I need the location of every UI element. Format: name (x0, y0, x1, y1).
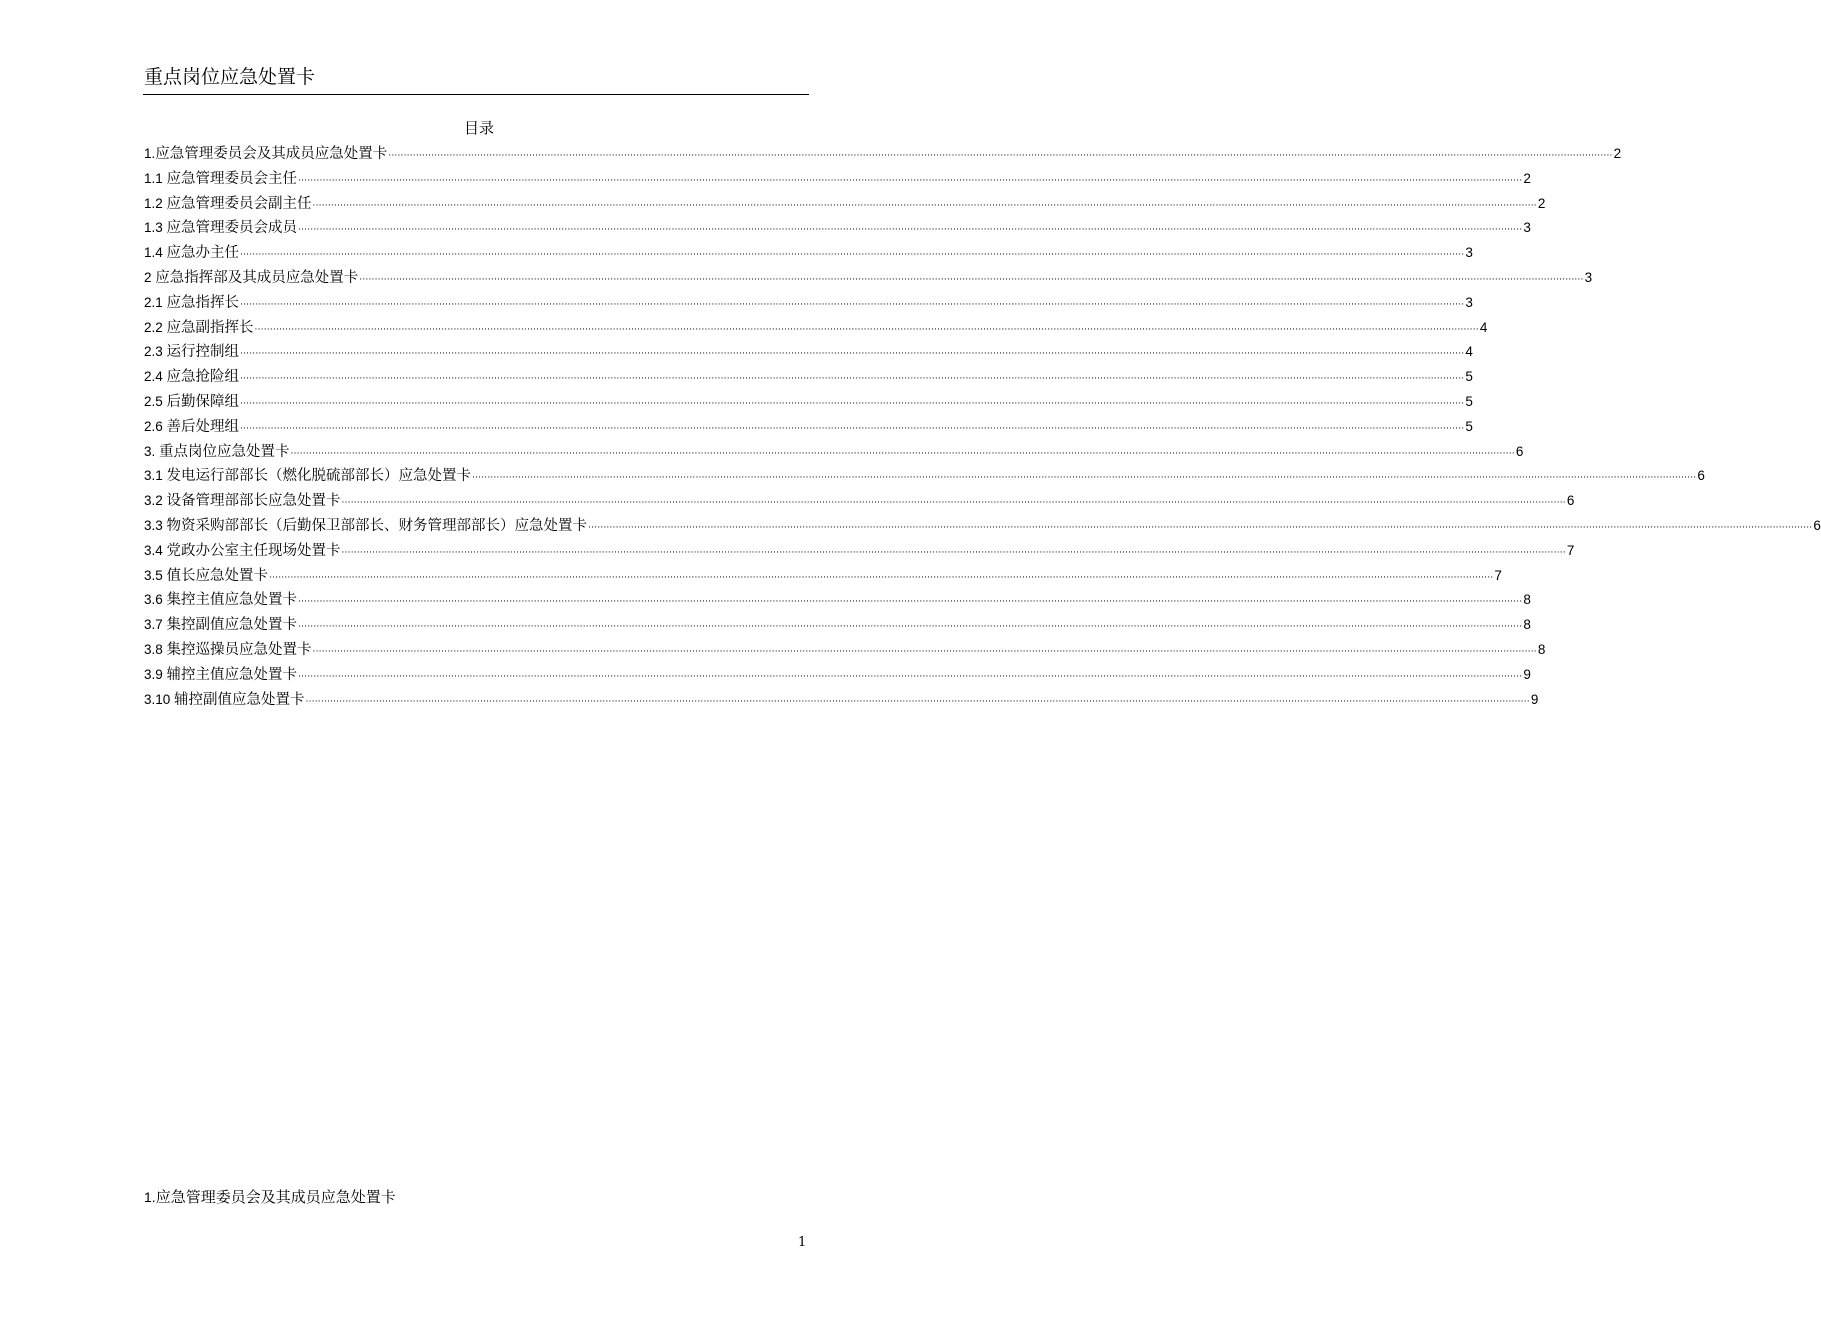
toc-entry-line (144, 539, 1575, 566)
toc-entry-page: 2 (1537, 195, 1546, 211)
toc-entry[interactable] (144, 440, 1524, 465)
toc-entry-line (144, 440, 1524, 467)
toc-entry-number: 1.4 (144, 245, 167, 261)
toc-entry-label (144, 266, 358, 291)
toc-entry[interactable] (144, 365, 1473, 390)
toc-entry-label (144, 564, 268, 589)
toc-entry-label (144, 316, 254, 341)
toc-entry-number: 3.3 (144, 517, 167, 533)
toc-entry-label (144, 688, 305, 713)
toc-leader-dots: ················································································································································································································································································································································································································ (298, 622, 1523, 633)
toc-entry-label (144, 663, 297, 688)
toc-entry[interactable] (144, 663, 1531, 688)
toc-entry[interactable] (144, 316, 1488, 341)
section-heading (144, 1186, 396, 1208)
toc-entry-line (144, 390, 1473, 417)
toc-entry-page: 5 (1465, 393, 1473, 409)
toc-entry[interactable] (144, 514, 1821, 539)
toc-entry-label (144, 613, 297, 638)
toc-entry-label (144, 192, 312, 217)
toc-entry-title: 物资采购部部长（后勤保卫部部长、财务管理部部长）应急处置卡 (166, 517, 588, 534)
toc-entry-page: 8 (1523, 617, 1531, 633)
toc-entry-line (144, 142, 1622, 169)
toc-entry-number: 3.4 (144, 542, 167, 558)
toc-entry-page: 2 (1523, 170, 1531, 186)
toc-entry-number: 2.2 (144, 319, 167, 335)
toc-entry-title: 辅控副值应急处置卡 (174, 691, 305, 708)
toc-leader-dots: ················································································································································································································································································································································································································ (240, 250, 1465, 261)
toc-entry-line (144, 688, 1539, 715)
toc-entry-title: 发电运行部部长（燃化脱硫部部长）应急处置卡 (166, 468, 472, 485)
toc-entry-page: 5 (1465, 369, 1473, 385)
toc-entry-title: 应急抢险组 (166, 369, 240, 386)
toc-leader-dots: ················································································································································································································································································································································································································ (298, 597, 1523, 608)
toc-entry-line (144, 340, 1473, 367)
toc-leader-dots: ················································································································································································································································································································································································································ (312, 200, 1537, 211)
toc-entry-number: 2 (144, 269, 156, 285)
toc-entry[interactable] (144, 464, 1705, 489)
toc-entry-label (144, 365, 239, 390)
toc-entry-label (144, 415, 239, 440)
toc-entry-label (144, 440, 290, 465)
toc-entry-number: 3.1 (144, 468, 167, 484)
toc-entry-number: 3.8 (144, 641, 167, 657)
toc-entry-title: 集控主值应急处置卡 (166, 592, 298, 609)
toc-entry-line (144, 365, 1473, 392)
toc-entry[interactable] (144, 192, 1546, 217)
toc-entry-page: 8 (1537, 641, 1546, 657)
toc-entry-page: 5 (1465, 418, 1473, 434)
toc-entry[interactable] (144, 588, 1531, 613)
toc-leader-dots: ················································································································································································································································································································································································································ (341, 498, 1566, 509)
toc-entry-line (144, 489, 1575, 516)
section-number: 1. (144, 1189, 156, 1205)
toc-entry-line (144, 663, 1531, 690)
toc-entry-line (144, 588, 1531, 615)
toc-entry-line (144, 564, 1502, 591)
toc-entry-label (144, 216, 297, 241)
toc-entry[interactable] (144, 539, 1575, 564)
toc-entry-number: 3.9 (144, 666, 167, 682)
toc-leader-dots: ················································································································································································································································································································································································································ (298, 671, 1523, 682)
toc-entry-title: 重点岗位应急处置卡 (159, 443, 290, 460)
toc-leader-dots: ················································································································································································································································································································································································································ (298, 225, 1523, 236)
toc-entry-page: 3 (1465, 245, 1473, 261)
toc-entry-label (144, 588, 297, 613)
toc-entry-page: 6 (1566, 493, 1575, 509)
toc-heading: 目录 (463, 119, 494, 137)
toc-leader-dots: ················································································································································································································································································································································································································ (588, 522, 1813, 533)
toc-leader-dots: ················································································································································································································································································································································································································ (240, 299, 1465, 310)
toc-entry-page: 9 (1530, 691, 1539, 707)
toc-entry[interactable] (144, 415, 1473, 440)
toc-entry-title: 应急办主任 (166, 245, 240, 262)
toc-entry-number: 2.3 (144, 344, 167, 360)
toc-entry-number: 3. (144, 443, 160, 459)
toc-entry-page: 2 (1613, 146, 1622, 161)
toc-entry[interactable] (144, 241, 1473, 266)
toc-entry-label (144, 142, 387, 167)
toc-entry[interactable] (144, 688, 1539, 713)
toc-entry-label (144, 390, 239, 415)
toc-entry-number: 1.2 (144, 195, 167, 211)
toc-leader-dots: ················································································································································································································································································································································································································ (290, 448, 1515, 459)
toc-entry-title: 后勤保障组 (166, 393, 240, 410)
toc-entry[interactable] (144, 613, 1531, 638)
toc-entry-line (144, 241, 1473, 268)
toc-entry-number: 3.10 (144, 691, 175, 707)
toc-entry-title: 应急管理委员会主任 (166, 170, 298, 187)
toc-entry-line (144, 514, 1821, 541)
toc-entry-title: 应急管理委员会成员 (166, 220, 298, 237)
toc-entry-line (144, 167, 1531, 194)
toc-entry-title: 集控巡操员应急处置卡 (166, 641, 312, 658)
toc-entry-number: 2.1 (144, 294, 167, 310)
toc-entry-line (144, 291, 1473, 318)
toc-entry[interactable] (144, 564, 1502, 589)
toc-entry-number: 3.7 (144, 617, 167, 633)
toc-leader-dots: ················································································································································································································································································································································································································ (341, 547, 1566, 558)
toc-leader-dots: ················································································································································································································································································································································································································ (254, 324, 1479, 335)
toc-entry-title: 应急副指挥长 (166, 319, 254, 336)
toc-entry-number: 3.5 (144, 567, 167, 583)
toc-entry-page: 3 (1584, 269, 1593, 285)
toc-entry-page: 4 (1465, 344, 1473, 360)
toc-entry-number: 1. (144, 146, 156, 161)
toc-entry-label (144, 340, 239, 365)
toc-entry-label (144, 464, 471, 489)
toc-entry-number: 2.4 (144, 369, 167, 385)
toc-entry-page: 3 (1523, 220, 1531, 236)
toc-entry-line (144, 638, 1546, 665)
toc-entry-page: 4 (1479, 319, 1488, 335)
toc-entry-number: 1.1 (144, 170, 167, 186)
toc-entry-label (144, 291, 239, 316)
toc-entry-title: 辅控主值应急处置卡 (166, 666, 298, 683)
toc-entry-title: 值长应急处置卡 (166, 567, 269, 584)
table-of-contents (144, 142, 1821, 712)
toc-entry-line (144, 192, 1546, 219)
toc-leader-dots: ················································································································································································································································································································································································································ (388, 151, 1613, 161)
toc-entry-page: 7 (1494, 567, 1502, 583)
toc-entry-line (144, 316, 1488, 343)
toc-entry[interactable] (144, 340, 1473, 365)
toc-entry-line (144, 415, 1473, 442)
toc-entry[interactable] (144, 489, 1575, 514)
toc-entry-page: 7 (1566, 542, 1575, 558)
toc-entry-page: 9 (1523, 666, 1531, 682)
toc-entry[interactable] (144, 142, 1622, 167)
toc-entry-title: 应急管理委员会副主任 (166, 195, 312, 212)
toc-entry-number: 1.3 (144, 220, 167, 236)
toc-entry-label (144, 638, 312, 663)
toc-entry-title: 运行控制组 (166, 344, 240, 361)
toc-leader-dots: ················································································································································································································································································································································································································ (240, 398, 1465, 409)
toc-leader-dots: ················································································································································································································································································································································································································ (359, 274, 1584, 285)
toc-entry[interactable] (144, 638, 1546, 663)
toc-entry-label (144, 514, 587, 539)
document-header-title: 重点岗位应急处置卡 (144, 66, 316, 88)
toc-entry-label (144, 167, 297, 192)
toc-entry-line (144, 266, 1593, 293)
toc-entry-title: 集控副值应急处置卡 (166, 617, 298, 634)
toc-entry-line (144, 613, 1531, 640)
toc-leader-dots: ················································································································································································································································································································································································································ (240, 374, 1465, 385)
toc-leader-dots: ················································································································································································································································································································································································································ (269, 572, 1494, 583)
header-divider (143, 94, 809, 95)
toc-entry-page: 6 (1697, 468, 1705, 484)
toc-leader-dots: ················································································································································································································································································································································································································ (305, 696, 1530, 707)
toc-leader-dots: ················································································································································································································································································································································································································ (240, 423, 1465, 434)
toc-entry-title: 应急管理委员会及其成员应急处置卡 (155, 146, 388, 162)
toc-entry-page: 8 (1523, 592, 1531, 608)
toc-entry-label (144, 539, 341, 564)
toc-entry[interactable] (144, 291, 1473, 316)
toc-entry-page: 6 (1515, 443, 1524, 459)
toc-leader-dots: ················································································································································································································································································································································································································ (472, 473, 1697, 484)
toc-entry-number: 3.2 (144, 493, 167, 509)
toc-entry-page: 6 (1813, 517, 1821, 533)
toc-entry[interactable] (144, 266, 1593, 291)
toc-leader-dots: ················································································································································································································································································································································································································ (240, 349, 1465, 360)
toc-leader-dots: ················································································································································································································································································································································································································ (298, 175, 1523, 186)
toc-entry-page: 3 (1465, 294, 1473, 310)
section-title: 应急管理委员会及其成员应急处置卡 (155, 1188, 396, 1206)
toc-entry-title: 党政办公室主任现场处置卡 (166, 542, 341, 559)
toc-entry-title: 善后处理组 (166, 418, 240, 435)
toc-entry-title: 设备管理部部长应急处置卡 (166, 493, 341, 510)
toc-entry[interactable] (144, 390, 1473, 415)
toc-entry-title: 应急指挥部及其成员应急处置卡 (155, 269, 359, 286)
toc-entry[interactable] (144, 167, 1531, 192)
toc-entry-number: 2.6 (144, 418, 167, 434)
page-number: 1 (798, 1235, 807, 1250)
toc-entry-number: 2.5 (144, 393, 167, 409)
toc-entry-line (144, 464, 1705, 491)
toc-entry[interactable] (144, 216, 1531, 241)
toc-entry-label (144, 489, 341, 514)
toc-entry-label (144, 241, 239, 266)
toc-entry-line (144, 216, 1531, 243)
toc-entry-title: 应急指挥长 (166, 294, 240, 311)
toc-leader-dots: ················································································································································································································································································································································································································ (312, 646, 1537, 657)
toc-entry-number: 3.6 (144, 592, 167, 608)
